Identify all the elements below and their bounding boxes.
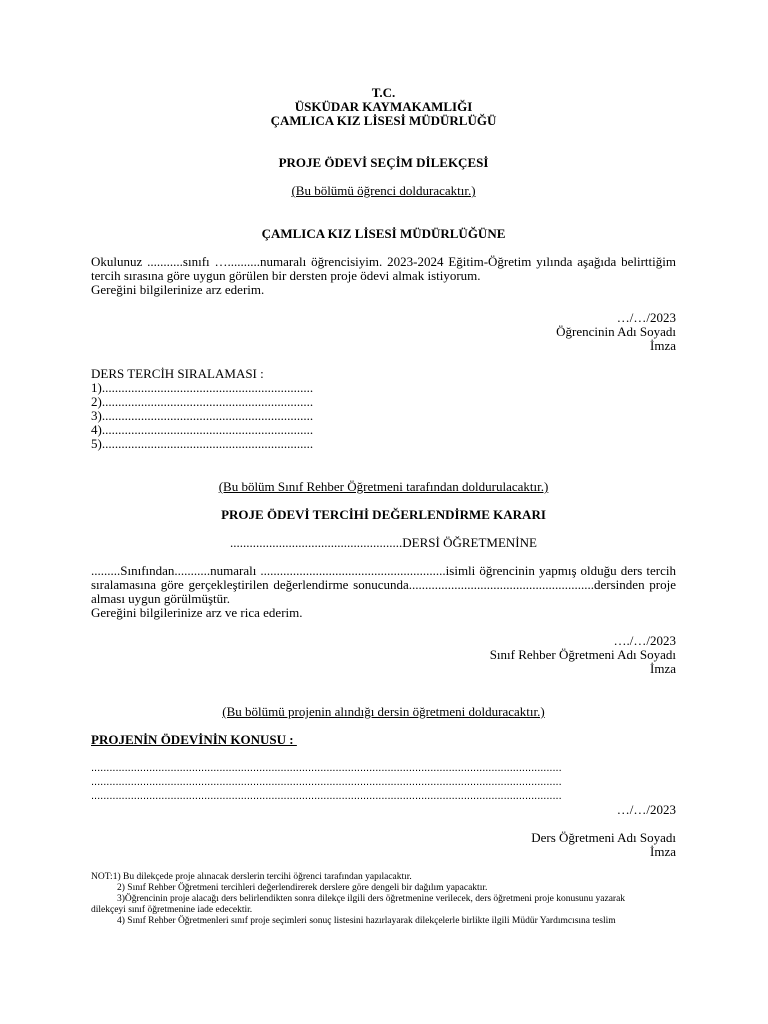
project-signer-label: Ders Öğretmeni Adı Soyadı <box>531 830 676 845</box>
petition-title: PROJE ÖDEVİ SEÇİM DİLEKÇESİ <box>278 155 489 170</box>
project-topic-label-text: PROJENİN ÖDEVİNİN KONUSU : <box>91 732 297 747</box>
student-signer-label: Öğrencinin Adı Soyadı <box>556 324 676 339</box>
preference-line: 3)................................................................. <box>91 408 314 423</box>
student-paragraph-line: Okulunuz ...........sınıfı …..........numaralı öğrencisiyim. 2023-2024 Eğitim-Öğretim yılında aşağıda belirttiğim <box>91 254 676 269</box>
teacher-note-text: (Bu bölüm Sınıf Rehber Öğretmeni tarafından doldurulacaktır.) <box>218 479 549 494</box>
topic-line: .......................................................................................................................................................... <box>91 776 562 788</box>
note-item: 4) Sınıf Rehber Öğretmenleri sınıf proje seçimleri sonuç listesini hazırlayarak dilekçelerle birlikte ilgili Müdür Yardımcısına teslim <box>117 916 616 926</box>
project-note <box>91 705 676 719</box>
project-note-text: (Bu bölümü projenin alındığı dersin öğretmeni dolduracaktır.) <box>222 704 545 719</box>
student-note <box>91 184 676 198</box>
student-paragraph-line: Gereğini bilgilerinize arz ederim. <box>91 282 265 297</box>
teacher-note <box>91 480 676 494</box>
note-item: NOT:1) Bu dilekçede proje alınacak derslerin tercihi öğrenci tarafından yapılacaktır. <box>91 872 412 882</box>
evaluation-title: PROJE ÖDEVİ TERCİHİ DEĞERLENDİRME KARARI <box>221 507 546 522</box>
project-signature-label: İmza <box>650 844 676 859</box>
preference-line: 5)................................................................. <box>91 436 314 451</box>
student-signature-label: İmza <box>650 338 676 353</box>
project-topic-label <box>91 733 676 747</box>
teacher-paragraph-line: sıralamasına göre gerçekleştirilen değerlendirme sonucunda.........................................................dersinden proje <box>91 577 676 592</box>
teacher-date: …./…/2023 <box>613 633 676 648</box>
teacher-paragraph-line: Gereğini bilgilerinize arz ve rica ederim. <box>91 605 303 620</box>
student-paragraph-line: tercih sırasına göre uygun görülen bir dersten proje ödevi almak istiyorum. <box>91 268 481 283</box>
addressee-school: ÇAMLICA KIZ LİSESİ MÜDÜRLÜĞÜNE <box>261 226 506 241</box>
course-teacher-addressee: .....................................................DERSİ ÖĞRETMENİNE <box>230 535 537 550</box>
preference-line: 1)................................................................. <box>91 380 314 395</box>
topic-line: .......................................................................................................................................................... <box>91 790 562 802</box>
preference-line: 4)................................................................. <box>91 422 314 437</box>
student-note-text: (Bu bölümü öğrenci dolduracaktır.) <box>291 183 476 198</box>
student-date: …/…/2023 <box>616 310 676 325</box>
header-mudurluk: ÇAMLICA KIZ LİSESİ MÜDÜRLÜĞÜ <box>270 113 497 128</box>
topic-line: .......................................................................................................................................................... <box>91 762 562 774</box>
teacher-paragraph-line: alması uygun görülmüştür. <box>91 591 231 606</box>
teacher-paragraph-line: .........Sınıfından...........numaralı .........................................................isimli öğrencinin yapmış olduğu ders tercih <box>91 563 676 578</box>
note-item: 3)Öğrencinin proje alacağı ders belirlendikten sonra dilekçe ilgili ders öğretmenine verilecek, ders öğretmeni proje konusunu yazarak <box>117 894 626 904</box>
note-item: dilekçeyi sınıf öğretmenine iade edecektir. <box>91 905 253 915</box>
header-kaymakamlik: ÜSKÜDAR KAYMAKAMLIĞI <box>294 99 473 114</box>
project-date: …/…/2023 <box>616 802 676 817</box>
preference-title: DERS TERCİH SIRALAMASI : <box>91 366 264 381</box>
note-item: 2) Sınıf Rehber Öğretmeni tercihleri değerlendirerek derslere göre dengeli bir dağılım yapacaktır. <box>117 883 488 893</box>
teacher-signature-label: İmza <box>650 661 676 676</box>
preference-line: 2)................................................................. <box>91 394 314 409</box>
teacher-signer-label: Sınıf Rehber Öğretmeni Adı Soyadı <box>489 647 676 662</box>
header-tc: T.C. <box>371 85 396 100</box>
